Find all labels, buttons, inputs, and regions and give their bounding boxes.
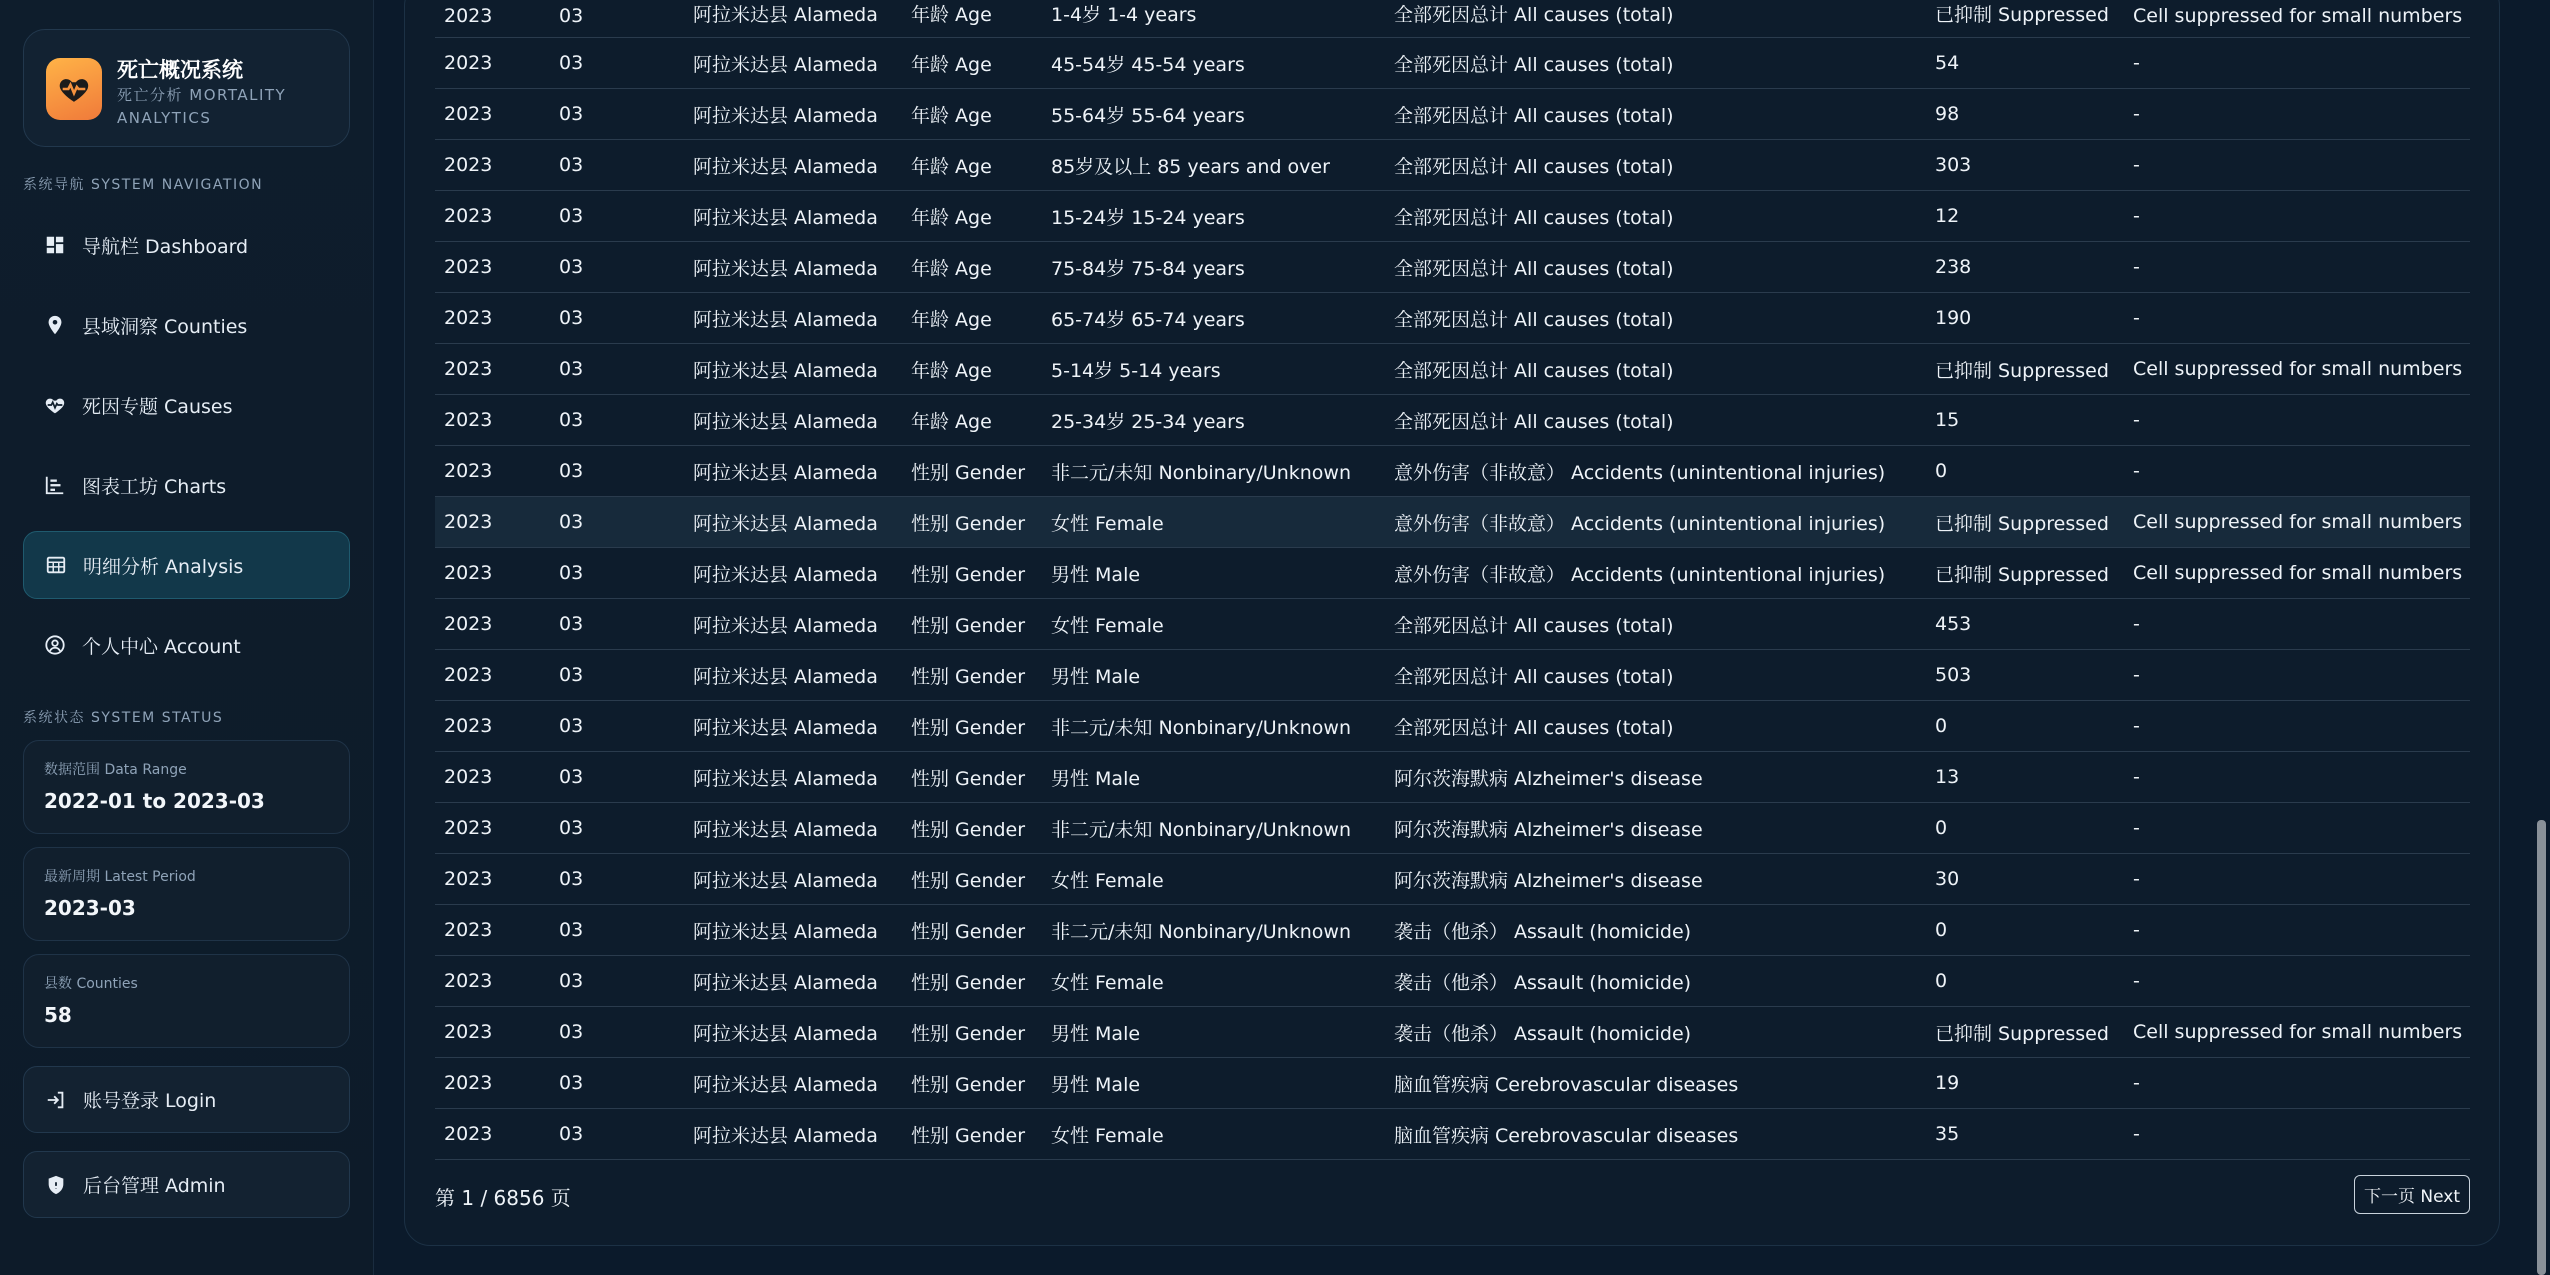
- status-label: 县数 Counties: [44, 976, 138, 992]
- cell-year: 2023: [435, 650, 550, 701]
- sidebar: [0, 0, 374, 1275]
- cell-county: 阿拉米达县 Alameda: [684, 599, 902, 650]
- table-row[interactable]: [435, 191, 2470, 242]
- table-row[interactable]: [435, 242, 2470, 293]
- table-row[interactable]: [435, 1007, 2470, 1058]
- cell-count: 15: [1926, 395, 2124, 446]
- cell-county: 阿拉米达县 Alameda: [684, 752, 902, 803]
- cell-year: 2023: [435, 1109, 550, 1160]
- login-button[interactable]: [23, 1066, 350, 1133]
- cell-cause: 阿尔茨海默病 Alzheimer's disease: [1385, 752, 1926, 803]
- cell-cause: 意外伤害（非故意） Accidents (unintentional injuries): [1385, 446, 1926, 497]
- cell-strata: 年龄 Age: [902, 191, 1042, 242]
- cell-month: 03: [550, 803, 684, 854]
- cell-cause: 脑血管疾病 Cerebrovascular diseases: [1385, 1058, 1926, 1109]
- cell-count: 已抑制 Suppressed: [1926, 548, 2124, 599]
- nav-item-dashboard[interactable]: [23, 211, 350, 279]
- cell-county: 阿拉米达县 Alameda: [684, 191, 902, 242]
- cell-county: 阿拉米达县 Alameda: [684, 242, 902, 293]
- cell-year: 2023: [435, 905, 550, 956]
- cell-count: 30: [1926, 854, 2124, 905]
- shield-icon: [44, 1173, 68, 1197]
- cell-count: 0: [1926, 956, 2124, 1007]
- cell-strata: 性别 Gender: [902, 701, 1042, 752]
- cell-cause: 袭击（他杀） Assault (homicide): [1385, 905, 1926, 956]
- nav-item-account[interactable]: [23, 611, 350, 679]
- heart-pulse-logo-icon: [46, 58, 102, 120]
- cell-year: 2023: [435, 803, 550, 854]
- table-row[interactable]: [435, 599, 2470, 650]
- cell-strata-name: 女性 Female: [1042, 599, 1385, 650]
- cell-month: 03: [550, 905, 684, 956]
- map-pin-icon: [43, 313, 67, 337]
- cell-count: 0: [1926, 701, 2124, 752]
- cell-note: -: [2124, 89, 2470, 140]
- cell-year: 2023: [435, 548, 550, 599]
- cell-note: Cell suppressed for small numbers: [2124, 497, 2470, 548]
- cell-note: -: [2124, 650, 2470, 701]
- cell-note: -: [2124, 956, 2470, 1007]
- cell-month: 03: [550, 1007, 684, 1058]
- status-card-latest-period: [23, 847, 350, 941]
- status-card-counties: [23, 954, 350, 1048]
- cell-strata: 性别 Gender: [902, 854, 1042, 905]
- cell-strata-name: 女性 Female: [1042, 956, 1385, 1007]
- brand-subtitle: 死亡分析 MORTALITY ANALYTICS: [117, 86, 287, 127]
- cell-year: 2023: [435, 191, 550, 242]
- cell-month: 03: [550, 140, 684, 191]
- cell-strata: 年龄 Age: [902, 38, 1042, 89]
- nav-item-label: 明细分析 Analysis: [83, 555, 244, 578]
- cell-strata: 年龄 Age: [902, 0, 1042, 38]
- cell-strata: 年龄 Age: [902, 242, 1042, 293]
- nav-item-charts[interactable]: [23, 451, 350, 519]
- cell-count: 35: [1926, 1109, 2124, 1160]
- cell-year: 2023: [435, 497, 550, 548]
- cell-month: 03: [550, 599, 684, 650]
- cell-cause: 全部死因总计 All causes (total): [1385, 395, 1926, 446]
- cell-note: Cell suppressed for small numbers: [2124, 344, 2470, 395]
- cell-cause: 阿尔茨海默病 Alzheimer's disease: [1385, 854, 1926, 905]
- cell-year: 2023: [435, 293, 550, 344]
- cell-strata-name: 男性 Male: [1042, 650, 1385, 701]
- cell-note: Cell suppressed for small numbers: [2124, 0, 2470, 38]
- cell-note: -: [2124, 446, 2470, 497]
- cell-strata: 性别 Gender: [902, 1007, 1042, 1058]
- cell-county: 阿拉米达县 Alameda: [684, 446, 902, 497]
- cell-strata-name: 85岁及以上 85 years and over: [1042, 140, 1385, 191]
- cell-year: 2023: [435, 854, 550, 905]
- brand-card[interactable]: [23, 29, 350, 147]
- cell-cause: 袭击（他杀） Assault (homicide): [1385, 1007, 1926, 1058]
- cell-note: -: [2124, 905, 2470, 956]
- cell-note: -: [2124, 752, 2470, 803]
- table-row[interactable]: [435, 0, 2470, 38]
- cell-county: 阿拉米达县 Alameda: [684, 854, 902, 905]
- cell-strata-name: 55-64岁 55-64 years: [1042, 89, 1385, 140]
- nav-item-causes[interactable]: [23, 371, 350, 439]
- nav-item-counties[interactable]: [23, 291, 350, 359]
- cell-cause: 脑血管疾病 Cerebrovascular diseases: [1385, 1109, 1926, 1160]
- cell-county: 阿拉米达县 Alameda: [684, 344, 902, 395]
- cell-year: 2023: [435, 0, 550, 38]
- cell-cause: 全部死因总计 All causes (total): [1385, 89, 1926, 140]
- cell-year: 2023: [435, 38, 550, 89]
- admin-label: 后台管理 Admin: [83, 1175, 226, 1197]
- cell-count: 190: [1926, 293, 2124, 344]
- cell-county: 阿拉米达县 Alameda: [684, 0, 902, 38]
- cell-cause: 全部死因总计 All causes (total): [1385, 599, 1926, 650]
- cell-year: 2023: [435, 344, 550, 395]
- cell-county: 阿拉米达县 Alameda: [684, 701, 902, 752]
- cell-strata: 年龄 Age: [902, 395, 1042, 446]
- cell-count: 已抑制 Suppressed: [1926, 344, 2124, 395]
- cell-year: 2023: [435, 1058, 550, 1109]
- cell-cause: 意外伤害（非故意） Accidents (unintentional injuries): [1385, 548, 1926, 599]
- table-row[interactable]: [435, 1058, 2470, 1109]
- cell-month: 03: [550, 1109, 684, 1160]
- table-row[interactable]: [435, 650, 2470, 701]
- table-row[interactable]: [435, 548, 2470, 599]
- cell-count: 已抑制 Suppressed: [1926, 1007, 2124, 1058]
- status-section-label: 系统状态 SYSTEM STATUS: [23, 710, 224, 726]
- cell-note: -: [2124, 599, 2470, 650]
- cell-strata: 性别 Gender: [902, 752, 1042, 803]
- table-row[interactable]: [435, 905, 2470, 956]
- cell-year: 2023: [435, 140, 550, 191]
- cell-year: 2023: [435, 395, 550, 446]
- cell-county: 阿拉米达县 Alameda: [684, 905, 902, 956]
- cell-county: 阿拉米达县 Alameda: [684, 956, 902, 1007]
- cell-strata-name: 非二元/未知 Nonbinary/Unknown: [1042, 905, 1385, 956]
- table-row[interactable]: [435, 38, 2470, 89]
- cell-month: 03: [550, 242, 684, 293]
- cell-strata: 性别 Gender: [902, 650, 1042, 701]
- cell-month: 03: [550, 752, 684, 803]
- cell-cause: 全部死因总计 All causes (total): [1385, 344, 1926, 395]
- user-circle-icon: [43, 633, 67, 657]
- cell-year: 2023: [435, 242, 550, 293]
- nav-item-label: 个人中心 Account: [82, 635, 241, 658]
- cell-month: 03: [550, 293, 684, 344]
- cell-cause: 全部死因总计 All causes (total): [1385, 191, 1926, 242]
- cell-month: 03: [550, 0, 684, 38]
- cell-month: 03: [550, 956, 684, 1007]
- cell-county: 阿拉米达县 Alameda: [684, 1109, 902, 1160]
- cell-month: 03: [550, 89, 684, 140]
- cell-county: 阿拉米达县 Alameda: [684, 89, 902, 140]
- table-row[interactable]: [435, 446, 2470, 497]
- table-row[interactable]: [435, 956, 2470, 1007]
- cell-note: -: [2124, 191, 2470, 242]
- cell-month: 03: [550, 548, 684, 599]
- cell-strata-name: 15-24岁 15-24 years: [1042, 191, 1385, 242]
- table-row[interactable]: [435, 701, 2470, 752]
- cell-strata: 性别 Gender: [902, 803, 1042, 854]
- table-row[interactable]: [435, 140, 2470, 191]
- cell-count: 303: [1926, 140, 2124, 191]
- cell-count: 13: [1926, 752, 2124, 803]
- results-table-body: [435, 0, 2470, 1160]
- heart-pulse-icon: [43, 393, 67, 417]
- cell-note: -: [2124, 701, 2470, 752]
- cell-strata-name: 男性 Male: [1042, 752, 1385, 803]
- cell-county: 阿拉米达县 Alameda: [684, 548, 902, 599]
- cell-strata-name: 女性 Female: [1042, 1109, 1385, 1160]
- table-row[interactable]: [435, 89, 2470, 140]
- page-scrollbar-thumb[interactable]: [2537, 820, 2546, 1275]
- cell-county: 阿拉米达县 Alameda: [684, 293, 902, 344]
- cell-count: 19: [1926, 1058, 2124, 1109]
- cell-county: 阿拉米达县 Alameda: [684, 140, 902, 191]
- table-row[interactable]: [435, 344, 2470, 395]
- table-row[interactable]: [435, 293, 2470, 344]
- cell-strata-name: 1-4岁 1-4 years: [1042, 0, 1385, 38]
- cell-count: 453: [1926, 599, 2124, 650]
- cell-year: 2023: [435, 752, 550, 803]
- cell-strata: 性别 Gender: [902, 956, 1042, 1007]
- cell-year: 2023: [435, 956, 550, 1007]
- cell-month: 03: [550, 344, 684, 395]
- status-value: 58: [44, 1003, 72, 1027]
- cell-note: -: [2124, 803, 2470, 854]
- cell-note: -: [2124, 293, 2470, 344]
- cell-strata: 性别 Gender: [902, 1109, 1042, 1160]
- cell-note: -: [2124, 854, 2470, 905]
- nav-item-label: 县域洞察 Counties: [82, 315, 248, 338]
- cell-note: -: [2124, 140, 2470, 191]
- cell-month: 03: [550, 1058, 684, 1109]
- login-label: 账号登录 Login: [83, 1090, 217, 1112]
- cell-count: 0: [1926, 905, 2124, 956]
- cell-month: 03: [550, 38, 684, 89]
- cell-strata: 年龄 Age: [902, 293, 1042, 344]
- cell-strata: 性别 Gender: [902, 905, 1042, 956]
- cell-cause: 全部死因总计 All causes (total): [1385, 293, 1926, 344]
- next-page-button[interactable]: 下一页 Next: [2354, 1175, 2470, 1214]
- cell-month: 03: [550, 395, 684, 446]
- cell-strata-name: 非二元/未知 Nonbinary/Unknown: [1042, 701, 1385, 752]
- cell-year: 2023: [435, 701, 550, 752]
- cell-count: 98: [1926, 89, 2124, 140]
- cell-note: -: [2124, 242, 2470, 293]
- bar-chart-icon: [43, 473, 67, 497]
- cell-strata-name: 男性 Male: [1042, 1058, 1385, 1109]
- cell-strata-name: 女性 Female: [1042, 854, 1385, 905]
- cell-year: 2023: [435, 599, 550, 650]
- cell-month: 03: [550, 854, 684, 905]
- cell-note: -: [2124, 38, 2470, 89]
- cell-cause: 全部死因总计 All causes (total): [1385, 38, 1926, 89]
- cell-strata-name: 非二元/未知 Nonbinary/Unknown: [1042, 446, 1385, 497]
- cell-count: 0: [1926, 803, 2124, 854]
- cell-county: 阿拉米达县 Alameda: [684, 497, 902, 548]
- cell-cause: 全部死因总计 All causes (total): [1385, 242, 1926, 293]
- cell-strata: 性别 Gender: [902, 497, 1042, 548]
- cell-note: -: [2124, 1109, 2470, 1160]
- status-label: 最新周期 Latest Period: [44, 869, 196, 885]
- cell-cause: 袭击（他杀） Assault (homicide): [1385, 956, 1926, 1007]
- cell-cause: 全部死因总计 All causes (total): [1385, 701, 1926, 752]
- login-icon: [44, 1088, 68, 1112]
- cell-strata-name: 65-74岁 65-74 years: [1042, 293, 1385, 344]
- cell-month: 03: [550, 497, 684, 548]
- cell-strata: 性别 Gender: [902, 1058, 1042, 1109]
- status-value: 2022-01 to 2023-03: [44, 789, 265, 813]
- table-row[interactable]: [435, 497, 2470, 548]
- cell-strata: 性别 Gender: [902, 548, 1042, 599]
- cell-note: -: [2124, 1058, 2470, 1109]
- cell-strata-name: 45-54岁 45-54 years: [1042, 38, 1385, 89]
- nav-item-label: 图表工坊 Charts: [82, 475, 227, 498]
- cell-county: 阿拉米达县 Alameda: [684, 803, 902, 854]
- cell-year: 2023: [435, 446, 550, 497]
- results-table: [435, 0, 2470, 1160]
- cell-year: 2023: [435, 1007, 550, 1058]
- cell-cause: 全部死因总计 All causes (total): [1385, 140, 1926, 191]
- cell-count: 54: [1926, 38, 2124, 89]
- cell-county: 阿拉米达县 Alameda: [684, 38, 902, 89]
- nav-item-label: 死因专题 Causes: [82, 395, 233, 418]
- cell-count: 503: [1926, 650, 2124, 701]
- table-row[interactable]: [435, 752, 2470, 803]
- cell-strata-name: 男性 Male: [1042, 1007, 1385, 1058]
- cell-month: 03: [550, 446, 684, 497]
- cell-strata: 年龄 Age: [902, 344, 1042, 395]
- cell-cause: 阿尔茨海默病 Alzheimer's disease: [1385, 803, 1926, 854]
- table-row[interactable]: [435, 854, 2470, 905]
- brand-title: 死亡概况系统: [117, 58, 243, 82]
- cell-note: -: [2124, 395, 2470, 446]
- results-table-wrapper: [435, 0, 2470, 1160]
- cell-note: Cell suppressed for small numbers: [2124, 1007, 2470, 1058]
- cell-count: 12: [1926, 191, 2124, 242]
- cell-strata: 性别 Gender: [902, 446, 1042, 497]
- cell-county: 阿拉米达县 Alameda: [684, 1007, 902, 1058]
- dashboard-icon: [43, 233, 67, 257]
- pagination-status: 第 1 / 6856 页: [435, 1186, 571, 1210]
- cell-strata: 性别 Gender: [902, 599, 1042, 650]
- cell-count: 已抑制 Suppressed: [1926, 497, 2124, 548]
- cell-strata-name: 5-14岁 5-14 years: [1042, 344, 1385, 395]
- cell-month: 03: [550, 650, 684, 701]
- table-row[interactable]: [435, 803, 2470, 854]
- cell-strata-name: 男性 Male: [1042, 548, 1385, 599]
- table-row[interactable]: [435, 1109, 2470, 1160]
- nav-item-analysis[interactable]: [23, 531, 350, 599]
- status-card-data-range: [23, 740, 350, 834]
- cell-strata-name: 25-34岁 25-34 years: [1042, 395, 1385, 446]
- status-value: 2023-03: [44, 896, 136, 920]
- cell-strata-name: 75-84岁 75-84 years: [1042, 242, 1385, 293]
- cell-county: 阿拉米达县 Alameda: [684, 395, 902, 446]
- admin-button[interactable]: [23, 1151, 350, 1218]
- cell-county: 阿拉米达县 Alameda: [684, 650, 902, 701]
- nav-item-label: 导航栏 Dashboard: [82, 235, 249, 258]
- cell-month: 03: [550, 191, 684, 242]
- cell-cause: 意外伤害（非故意） Accidents (unintentional injuries): [1385, 497, 1926, 548]
- cell-count: 已抑制 Suppressed: [1926, 0, 2124, 38]
- table-row[interactable]: [435, 395, 2470, 446]
- cell-count: 0: [1926, 446, 2124, 497]
- cell-strata-name: 非二元/未知 Nonbinary/Unknown: [1042, 803, 1385, 854]
- cell-month: 03: [550, 701, 684, 752]
- cell-county: 阿拉米达县 Alameda: [684, 1058, 902, 1109]
- cell-note: Cell suppressed for small numbers: [2124, 548, 2470, 599]
- cell-strata: 年龄 Age: [902, 89, 1042, 140]
- cell-cause: 全部死因总计 All causes (total): [1385, 650, 1926, 701]
- cell-year: 2023: [435, 89, 550, 140]
- table-icon: [44, 553, 68, 577]
- cell-count: 238: [1926, 242, 2124, 293]
- cell-strata-name: 女性 Female: [1042, 497, 1385, 548]
- cell-strata: 年龄 Age: [902, 140, 1042, 191]
- cell-cause: 全部死因总计 All causes (total): [1385, 0, 1926, 38]
- nav-section-label: 系统导航 SYSTEM NAVIGATION: [23, 177, 264, 193]
- status-label: 数据范围 Data Range: [44, 762, 187, 778]
